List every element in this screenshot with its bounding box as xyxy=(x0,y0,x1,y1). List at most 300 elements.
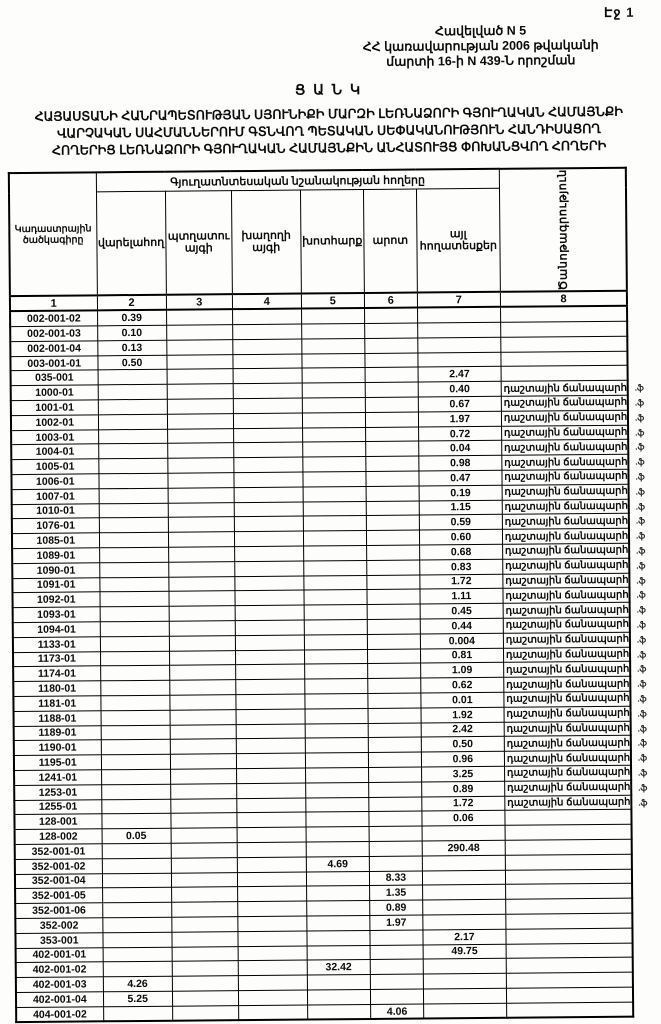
area-value-cell xyxy=(302,398,365,413)
area-value-cell xyxy=(366,545,419,560)
document-title: Ց Ա Ն Կ xyxy=(294,81,363,98)
area-value-cell xyxy=(302,412,365,427)
note-cell xyxy=(506,987,633,1003)
cadastral-code-cell: 035-001 xyxy=(11,370,98,386)
note-text: դաշտային ճանապարհ xyxy=(504,500,628,513)
area-value-cell xyxy=(307,989,370,1004)
note-cell xyxy=(501,366,628,382)
margin-mark: .ֆ xyxy=(635,456,645,467)
area-value-cell xyxy=(304,605,367,620)
note-text: դաշտային ճանապարհ xyxy=(506,707,630,720)
area-value-cell xyxy=(365,412,418,427)
cadastral-code-cell: 1090-01 xyxy=(12,563,99,579)
cadastral-code-cell: 352-001-01 xyxy=(15,844,102,860)
area-value-cell xyxy=(365,323,418,338)
margin-mark: .ֆ xyxy=(636,619,647,630)
cadastral-code-cell: 1002-01 xyxy=(11,415,98,431)
area-value-cell: 0.89 xyxy=(422,781,505,797)
area-value-cell xyxy=(237,812,306,827)
area-value-cell xyxy=(365,427,418,442)
cadastral-code-cell: 002-001-04 xyxy=(10,341,97,357)
area-value-cell xyxy=(101,799,170,814)
area-value-cell xyxy=(171,872,237,887)
cadastral-code-cell: 352-001-05 xyxy=(15,888,102,904)
area-value-cell xyxy=(99,592,168,607)
note-cell xyxy=(506,1002,633,1018)
area-value-cell: 1.97 xyxy=(418,411,501,427)
note-cell xyxy=(506,913,633,929)
area-value-cell: 5.25 xyxy=(103,991,172,1006)
margin-mark: .ֆ xyxy=(635,471,645,482)
cadastral-code-cell: 1255-01 xyxy=(14,799,101,815)
note-cell xyxy=(504,736,648,752)
area-value-cell: 0.13 xyxy=(97,340,166,355)
area-value-cell xyxy=(102,932,171,947)
area-value-cell xyxy=(303,486,366,501)
area-value-cell xyxy=(168,487,234,502)
area-value-cell xyxy=(169,635,235,650)
area-value-cell xyxy=(103,1006,172,1022)
subtitle-line: ՎԱՐՉԱԿԱՆ ՍԱՀՄԱՆՆԵՐՈՒՄ ԳՏՆՎՈՂ ՊԵՏԱԿԱՆ ՍԵՓԱԿԱՆՈՒԹՅՈՒՆ ՀԱՆԴԻՍԱՑՈՂ xyxy=(56,121,601,141)
area-value-cell xyxy=(423,973,506,989)
area-value-cell xyxy=(234,531,303,546)
note-cell xyxy=(503,602,646,618)
area-value-cell xyxy=(238,960,307,975)
area-value-cell xyxy=(170,739,236,754)
area-value-cell xyxy=(305,693,368,708)
margin-mark: .ֆ xyxy=(635,501,645,512)
area-value-cell: 4.06 xyxy=(370,1004,423,1020)
cadastral-code-cell: 1092-01 xyxy=(12,592,99,608)
area-value-cell xyxy=(168,458,234,473)
area-value-cell xyxy=(368,752,421,767)
cadastral-code-cell: 1007-01 xyxy=(12,489,99,505)
cadastral-code-cell: 1003-01 xyxy=(11,429,98,445)
cadastral-code-cell: 402-001-04 xyxy=(16,992,103,1008)
area-value-cell xyxy=(234,561,303,576)
note-cell xyxy=(505,780,648,796)
note-text: դաշտային ճանապարհ xyxy=(505,559,629,572)
column-number: 1 xyxy=(10,296,97,312)
area-value-cell xyxy=(172,946,238,961)
note-text: դաշտային ճանապարհ xyxy=(504,515,629,528)
area-value-cell xyxy=(302,427,365,442)
area-value-cell xyxy=(168,473,234,488)
area-value-cell xyxy=(103,961,172,976)
area-value-cell xyxy=(101,754,170,769)
area-value-cell xyxy=(422,825,505,841)
area-value-cell xyxy=(237,872,306,887)
area-value-cell: 1.15 xyxy=(419,500,502,516)
area-value-cell xyxy=(368,708,421,723)
note-cell xyxy=(504,721,647,737)
area-value-cell xyxy=(101,725,170,740)
area-value-cell xyxy=(171,813,237,828)
area-value-cell xyxy=(307,975,370,990)
area-value-cell xyxy=(236,709,305,724)
area-value-cell: 49.75 xyxy=(423,944,506,960)
area-value-cell xyxy=(171,798,237,813)
note-header-vertical-text: Ծանոթագրություն xyxy=(556,169,570,291)
area-value-cell xyxy=(167,399,233,414)
margin-mark: .ֆ xyxy=(637,678,647,689)
area-value-cell xyxy=(99,503,168,518)
area-value-cell xyxy=(303,471,366,486)
note-cell xyxy=(506,898,633,914)
area-value-cell xyxy=(232,309,301,325)
note-cell xyxy=(504,691,647,707)
cadastral-code-cell: 1094-01 xyxy=(13,622,100,638)
area-value-cell xyxy=(168,532,234,547)
area-value-cell xyxy=(236,679,305,694)
area-value-cell xyxy=(370,974,423,989)
area-value-cell xyxy=(172,991,238,1006)
area-value-cell xyxy=(234,457,303,472)
area-value-cell xyxy=(235,635,304,650)
area-value-cell xyxy=(167,384,233,399)
area-value-cell xyxy=(171,887,237,902)
note-text: դաշտային ճանապարհ xyxy=(505,619,630,632)
area-value-cell xyxy=(169,591,235,606)
cadastral-code-cell: 1241-01 xyxy=(14,770,101,786)
column-number: 8 xyxy=(500,291,627,307)
cadastral-code-cell: 1006-01 xyxy=(11,474,98,490)
area-value-cell xyxy=(366,530,419,545)
area-value-cell: 2.17 xyxy=(423,929,506,945)
area-value-cell xyxy=(301,324,364,339)
area-value-cell xyxy=(232,324,301,339)
area-value-cell xyxy=(238,990,307,1005)
area-value-cell xyxy=(238,931,307,946)
area-value-cell xyxy=(235,664,304,679)
area-value-cell xyxy=(172,917,238,932)
area-value-cell xyxy=(236,738,305,753)
area-value-cell xyxy=(171,857,237,872)
area-value-cell xyxy=(100,651,169,666)
cadastral-code-cell: 1093-01 xyxy=(13,607,100,623)
subtitle-line: ՀԱՅԱՍՏԱՆԻ ՀԱՆՐԱՊԵՏՈՒԹՅԱՆ ՍՅՈՒՆԻՔԻ ՄԱՐԶԻ ԼԵՌՆԱՁՈՐԻ ԳՅՈՒՂԱԿԱՆ ՀԱՄԱՅՆՔԻ xyxy=(34,104,624,124)
area-value-cell xyxy=(365,338,418,353)
area-value-cell: 2.47 xyxy=(418,367,501,383)
area-value-cell: 0.40 xyxy=(418,382,501,398)
margin-mark: .ֆ xyxy=(634,397,645,408)
area-value-cell: 0.89 xyxy=(370,900,423,915)
area-value-cell xyxy=(170,783,236,798)
note-cell xyxy=(505,824,632,840)
column-header-hayfield: խոտհարք xyxy=(300,190,364,294)
area-value-cell xyxy=(367,560,420,575)
note-text: դաշտային ճանապարհ xyxy=(504,530,629,543)
area-value-cell xyxy=(237,827,306,842)
area-value-cell: 0.96 xyxy=(421,751,504,767)
note-text: դաշտային ճանապարհ xyxy=(504,485,628,498)
group-header-row xyxy=(9,168,626,193)
column-number: 5 xyxy=(301,293,364,309)
column-number: 2 xyxy=(97,295,166,311)
cadastral-code-cell: 1076-01 xyxy=(12,518,99,534)
column-header-orchard: պտղատու այգի xyxy=(165,191,232,295)
area-value-cell xyxy=(302,383,365,398)
area-value-cell xyxy=(367,649,420,664)
area-value-cell: 0.67 xyxy=(418,396,501,412)
cadastral-code-cell: 1190-01 xyxy=(14,740,101,756)
area-value-cell: 2.42 xyxy=(421,722,504,738)
area-value-cell xyxy=(304,649,367,664)
note-text: դաշտային ճանապարհ xyxy=(507,781,631,794)
area-value-cell xyxy=(237,886,306,901)
area-value-cell xyxy=(423,899,506,915)
area-value-cell xyxy=(304,575,367,590)
land-parcels-table xyxy=(8,167,648,1024)
area-value-cell xyxy=(170,724,236,739)
area-value-cell xyxy=(303,516,366,531)
cadastral-code-cell: 1000-01 xyxy=(11,385,98,401)
area-value-cell xyxy=(171,828,237,843)
margin-mark: .ֆ xyxy=(635,530,646,541)
area-value-cell xyxy=(364,308,417,324)
area-value-cell: 290.48 xyxy=(422,840,505,856)
cadastral-code-cell: 1181-01 xyxy=(13,696,100,712)
area-value-cell xyxy=(237,901,306,916)
note-cell xyxy=(506,972,633,988)
note-text: դաշտային ճանապարհ xyxy=(505,633,630,646)
area-value-cell xyxy=(306,827,369,842)
note-text: դաշտային ճանապարհ xyxy=(505,574,629,587)
note-cell xyxy=(502,528,646,544)
area-value-cell xyxy=(100,666,169,681)
area-value-cell: 0.44 xyxy=(420,618,503,634)
cadastral-code-cell: 352-001-04 xyxy=(15,873,102,889)
area-value-cell xyxy=(98,458,167,473)
area-value-cell xyxy=(167,428,233,443)
area-value-cell xyxy=(370,989,423,1004)
area-value-cell: 0.98 xyxy=(419,456,502,472)
area-value-cell xyxy=(418,322,501,338)
margin-mark: .ֆ xyxy=(636,649,647,660)
margin-mark: .ֆ xyxy=(635,441,645,453)
area-value-cell xyxy=(169,621,235,636)
note-cell xyxy=(503,573,646,589)
area-value-cell xyxy=(233,368,302,383)
margin-mark: .ֆ xyxy=(637,737,648,748)
margin-mark: .ֆ xyxy=(636,634,647,645)
area-value-cell xyxy=(237,798,306,813)
note-cell xyxy=(505,839,632,855)
note-cell xyxy=(505,854,632,870)
note-text: դաշտային ճանապարհ xyxy=(506,737,631,750)
cadastral-code-cell: 002-001-03 xyxy=(10,326,97,342)
note-cell xyxy=(501,410,645,426)
area-value-cell xyxy=(418,337,501,353)
cadastral-code-cell: 352-002 xyxy=(15,918,102,934)
note-cell xyxy=(503,558,646,574)
group-header-agricultural-lands: Գյուղատնտեսական նշանակության հողերը xyxy=(96,169,500,193)
area-value-cell xyxy=(234,487,303,502)
note-text: դաշտային ճանապարհ xyxy=(506,767,631,780)
cadastral-code-cell: 1010-01 xyxy=(12,503,99,519)
area-value-cell: 0.81 xyxy=(420,648,503,664)
area-value-cell xyxy=(99,518,168,533)
area-value-cell xyxy=(167,443,233,458)
area-value-cell xyxy=(422,870,505,886)
area-value-cell xyxy=(301,308,364,324)
area-value-cell xyxy=(418,352,501,368)
area-value-cell xyxy=(102,873,171,888)
margin-mark: .ֆ xyxy=(634,382,644,393)
cadastral-code-cell: 128-002 xyxy=(15,829,102,845)
area-value-cell xyxy=(102,843,171,858)
cadastral-code-cell: 402-001-02 xyxy=(16,962,103,978)
area-value-cell xyxy=(166,325,232,340)
area-value-cell xyxy=(169,606,235,621)
page-number: Էջ 1 xyxy=(603,4,635,20)
cadastral-code-cell: 003-001-01 xyxy=(10,355,97,371)
note-cell xyxy=(502,514,646,530)
note-text: դաշտային ճանապարհ xyxy=(507,796,631,809)
area-value-cell xyxy=(366,515,419,530)
area-value-cell xyxy=(98,429,167,444)
area-value-cell: 0.01 xyxy=(421,692,504,708)
note-text: դաշտային ճանապարհ xyxy=(505,648,630,661)
area-value-cell: 0.39 xyxy=(97,310,166,326)
cadastral-code-cell: 128-001 xyxy=(14,814,101,830)
margin-mark: .ֆ xyxy=(635,427,645,438)
area-value-cell xyxy=(238,916,307,931)
area-value-cell xyxy=(302,442,365,457)
area-value-cell xyxy=(306,886,369,901)
note-text: դաշտային ճանապարհ xyxy=(504,441,628,454)
area-value-cell xyxy=(365,367,418,382)
note-text: դաշտային ճանապարհ xyxy=(506,663,630,676)
area-value-cell: 32.42 xyxy=(307,960,370,975)
area-value-cell xyxy=(370,930,423,945)
note-text: դաշտային ճանապարհ xyxy=(506,693,630,706)
column-header-cadastral-code: Կադաստրային ծածկագիրը xyxy=(9,172,97,296)
area-value-cell xyxy=(98,370,167,385)
area-value-cell xyxy=(235,576,304,591)
note-cell xyxy=(503,588,646,604)
area-value-cell xyxy=(167,369,233,384)
area-value-cell xyxy=(235,620,304,635)
area-value-cell xyxy=(303,457,366,472)
area-value-cell xyxy=(102,917,171,932)
margin-mark: .ֆ xyxy=(637,693,647,704)
subtitle-line: ՀՈՂԵՐԻՑ ԼԵՌՆԱՁՈՐԻ ԳՅՈՒՂԱԿԱՆ ՀԱՄԱՅՆՔԻՆ ԱՆՀԱՏՈՒՅՑ ՓՈԽԱՆՑՎՈՂ ՀՈՂԵՐԻ xyxy=(51,138,607,158)
cadastral-code-cell: 1004-01 xyxy=(11,444,98,460)
note-text: դաշտային ճանապարհ xyxy=(504,545,629,558)
area-value-cell xyxy=(101,710,170,725)
annex-line: մարտի 16-ի N 439-Ն որոշման xyxy=(386,53,576,69)
area-value-cell xyxy=(307,945,370,960)
area-value-cell xyxy=(369,797,422,812)
area-value-cell xyxy=(305,767,368,782)
area-value-cell xyxy=(100,621,169,636)
document-subtitle xyxy=(0,103,660,160)
area-value-cell xyxy=(368,723,421,738)
area-value-cell xyxy=(305,753,368,768)
area-value-cell xyxy=(304,619,367,634)
area-value-cell xyxy=(172,961,238,976)
area-value-cell xyxy=(304,664,367,679)
area-value-cell xyxy=(305,723,368,738)
area-value-cell xyxy=(98,414,167,429)
area-value-cell xyxy=(233,428,302,443)
table-body xyxy=(10,306,648,1023)
area-value-cell xyxy=(99,562,168,577)
cadastral-code-cell: 1173-01 xyxy=(13,651,100,667)
area-value-cell xyxy=(367,589,420,604)
area-value-cell: 0.004 xyxy=(420,633,503,649)
cadastral-code-cell: 1005-01 xyxy=(11,459,98,475)
note-cell xyxy=(501,425,645,441)
column-number: 4 xyxy=(232,294,301,310)
area-value-cell xyxy=(370,959,423,974)
note-text: դաշտային ճանապարհ xyxy=(503,426,628,439)
note-text: դաշտային ճանապարհ xyxy=(506,722,630,735)
area-value-cell xyxy=(100,606,169,621)
area-value-cell xyxy=(307,915,370,930)
area-value-cell xyxy=(234,472,303,487)
area-value-cell xyxy=(171,843,237,858)
area-value-cell xyxy=(368,693,421,708)
area-value-cell xyxy=(103,947,172,962)
note-cell xyxy=(503,647,647,663)
annex-reference xyxy=(305,22,657,70)
column-number: 3 xyxy=(166,294,232,310)
area-value-cell: 0.59 xyxy=(419,515,502,531)
area-value-cell xyxy=(170,695,236,710)
note-cell xyxy=(501,380,644,396)
margin-mark: .ֆ xyxy=(637,767,648,778)
area-value-cell: 1.09 xyxy=(421,663,504,679)
cadastral-code-cell: 353-001 xyxy=(15,933,102,949)
note-cell xyxy=(501,321,628,337)
note-text: դաշտային ճանապարհ xyxy=(506,752,631,765)
area-value-cell: 4.69 xyxy=(306,856,369,871)
margin-mark: .ֆ xyxy=(636,604,646,615)
margin-mark: .ֆ xyxy=(635,486,645,497)
cadastral-code-cell: 1174-01 xyxy=(13,666,100,682)
area-value-cell xyxy=(369,782,422,797)
area-value-cell xyxy=(369,841,422,856)
area-value-cell xyxy=(100,636,169,651)
area-value-cell xyxy=(234,502,303,517)
cadastral-code-cell: 404-001-02 xyxy=(16,1006,103,1022)
area-value-cell: 4.26 xyxy=(103,976,172,991)
annex-line: ՀՀ կառավարության 2006 թվականի xyxy=(362,37,599,54)
cadastral-code-cell: 002-001-02 xyxy=(10,311,97,327)
column-number: 6 xyxy=(364,293,417,308)
note-cell xyxy=(501,395,645,411)
area-value-cell xyxy=(237,842,306,857)
area-value-cell xyxy=(303,531,366,546)
area-value-cell xyxy=(233,413,302,428)
cadastral-code-cell: 402-001-01 xyxy=(16,947,103,963)
area-value-cell xyxy=(305,738,368,753)
area-value-cell xyxy=(102,902,171,917)
note-cell xyxy=(506,943,633,959)
area-value-cell xyxy=(237,857,306,872)
area-value-cell: 8.33 xyxy=(369,871,422,886)
area-value-cell xyxy=(303,501,366,516)
area-value-cell xyxy=(369,826,422,841)
area-value-cell xyxy=(369,856,422,871)
note-text: դաշտային ճանապարհ xyxy=(506,678,630,691)
area-value-cell xyxy=(98,473,167,488)
area-value-cell xyxy=(236,724,305,739)
area-value-cell xyxy=(367,575,420,590)
area-value-cell xyxy=(169,576,235,591)
